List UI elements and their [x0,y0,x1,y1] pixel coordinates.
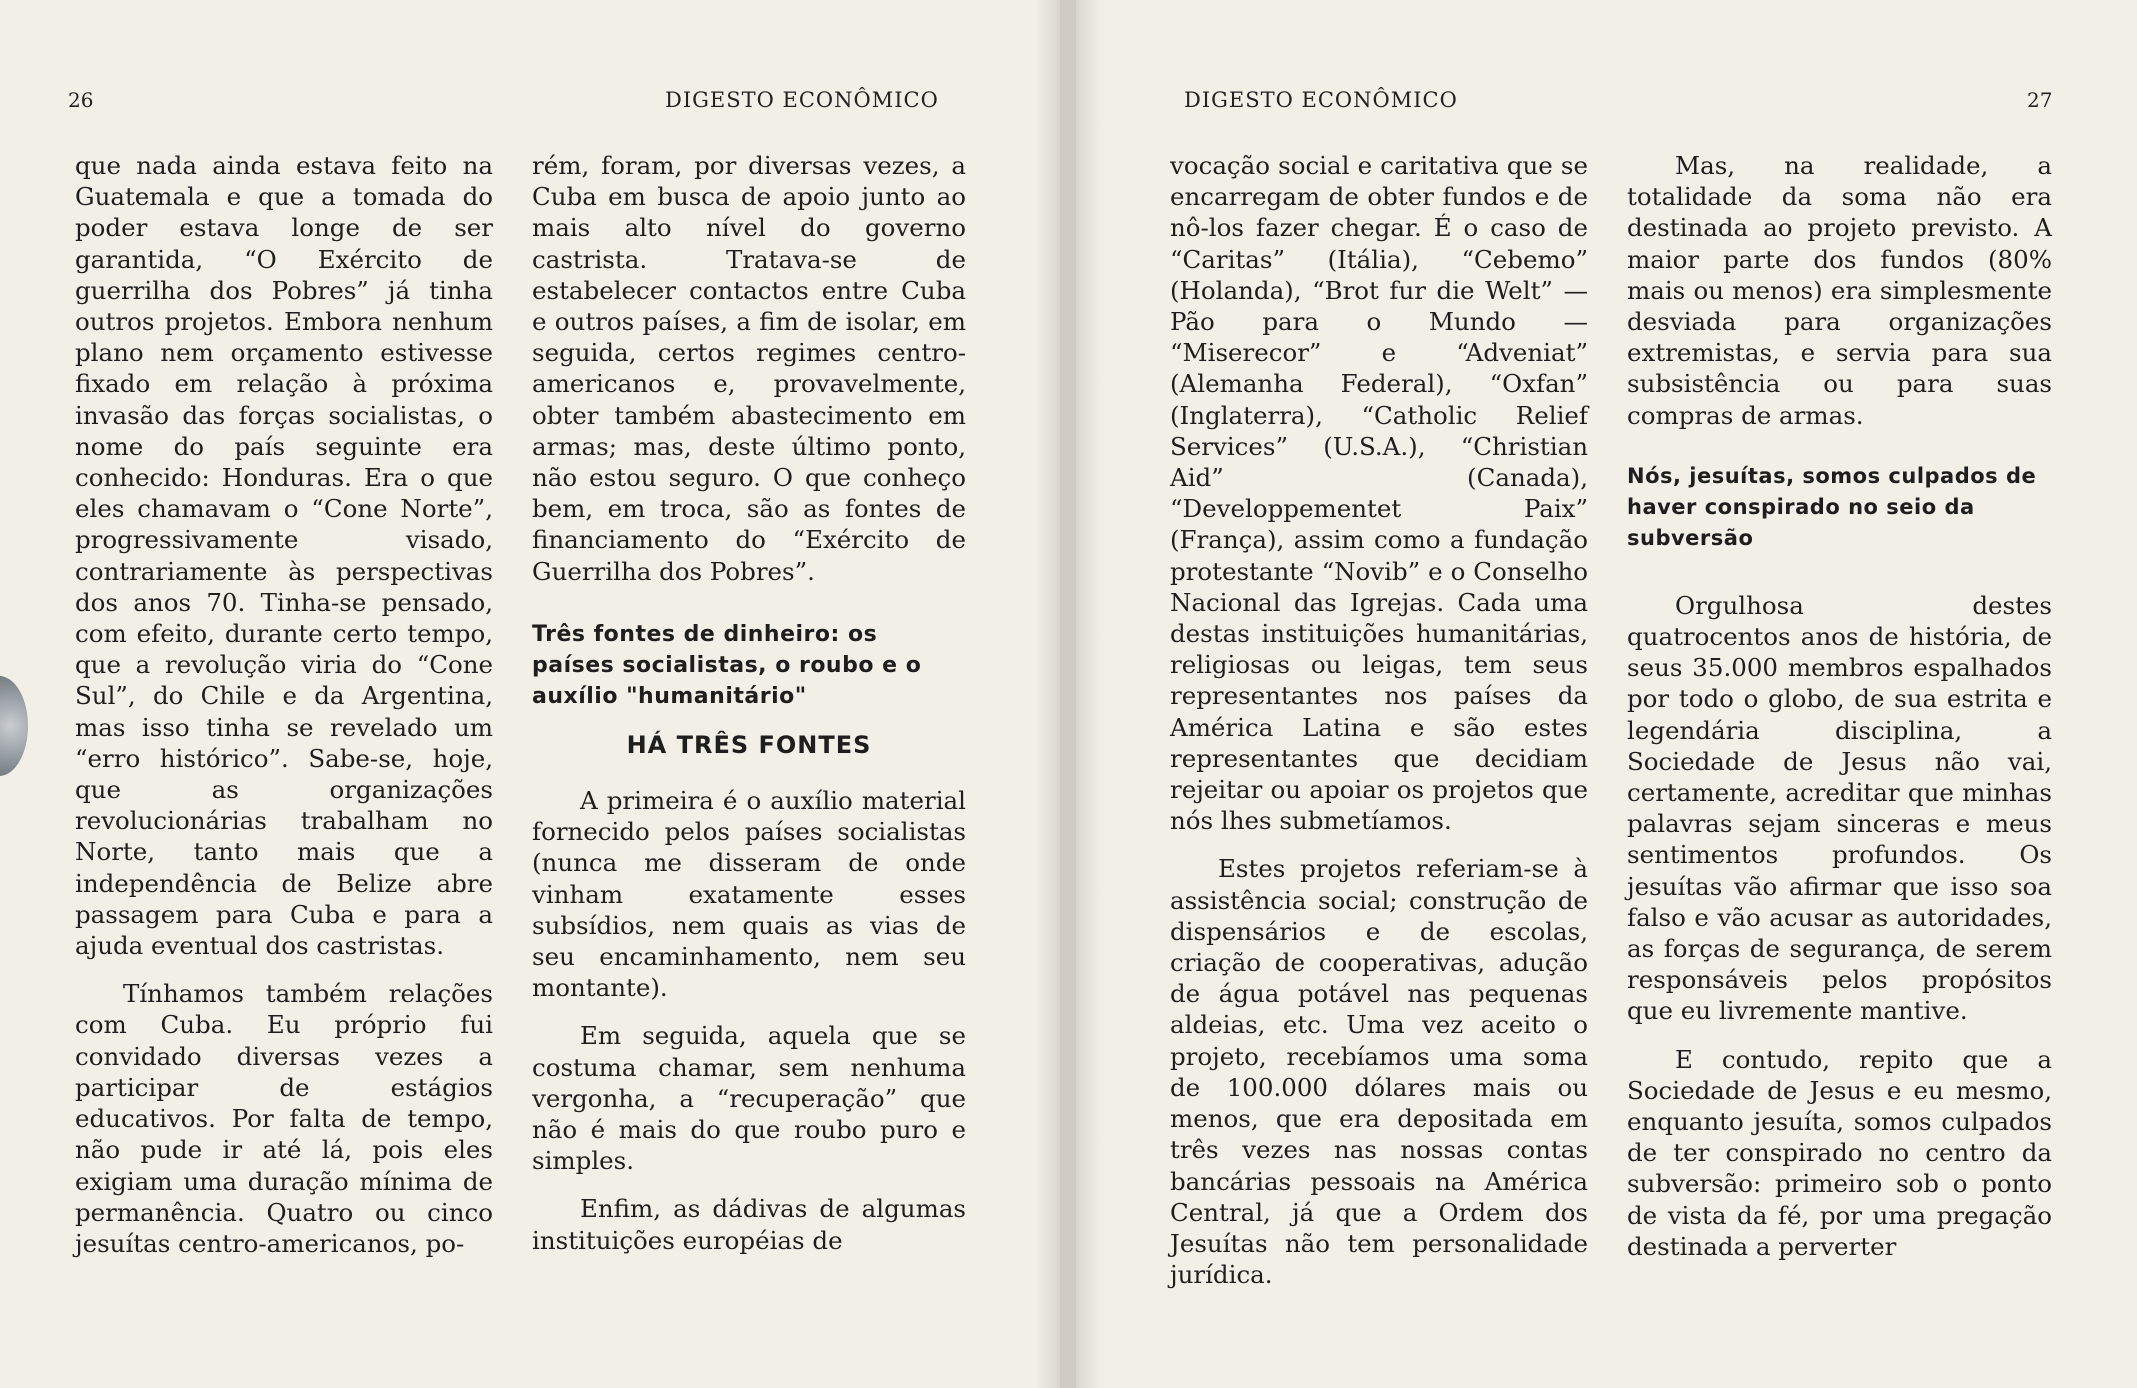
paragraph: rém, foram, por diversas vezes, a Cuba em busca de apoio junto ao mais alto nível do governo castrista. Tratava-se de estabelecer contactos entre Cuba e outros países, a fim de isolar, em seguida, certos regimes centro-americanos e, provavelmente, obter também abastecimento em armas; mas, deste último ponto, não estou seguro. O que conheço bem, em troca, são as fontes de financiamento do “Exército de Guerrilha dos Pobres”. [532,151,966,586]
subheading: Três fontes de dinheiro: os países socialistas, o roubo e o auxílio "humanitário" [532,621,922,709]
paragraph: A primeira é o auxílio material fornecido pelos países socialistas (nunca me disseram de onde vinham exatamente esses subsídios, nem quais as vias de seu encaminhamento, nem seu montante). [532,786,966,1003]
paragraph: Mas, na realidade, a totalidade da soma não era destinada ao projeto previsto. A maior parte dos fundos (80% mais ou menos) era simplesmente desviada para organizações extremistas, e servia para sua subsistência ou para suas compras de armas. [1627,151,2052,430]
running-head: DIGESTO ECONÔMICO [1184,88,1458,112]
paragraph: Em seguida, aquela que se costuma chamar, sem nenhuma vergonha, a “recuperação” que não é mais do que roubo puro e simples. [532,1021,966,1176]
left-page [0,0,1060,1388]
left-column-1 [75,150,493,1259]
gutter-shadow [1076,0,1102,1388]
paragraph: E contudo, repito que a Sociedade de Jesus e eu mesmo, enquanto jesuíta, somos culpados de ter conspirado no centro da subversão: primeiro sob o ponto de vista da fé, por uma pregação destinada a perverter [1627,1044,2052,1261]
section-heading: HÁ TRÊS FONTES [626,730,872,759]
paragraph: Enfim, as dádivas de algumas instituições européias de [532,1194,966,1255]
paragraph: que nada ainda estava feito na Guatemala e que a tomada do poder estava longe de ser garantida, “O Exército de guerrilha dos Pobres” já tinha outros projetos. Embora nenhum plano nem orçamento estivesse fixado em relação à próxima invasão das forças socialistas, o nome do país seguinte era conhecido: Honduras. Era o que eles chamavam o “Cone Norte”, progressivamente visado, contrariamente às perspectivas dos anos 70. Tinha-se pensado, com efeito, durante certo tempo, que a revolução viria do “Cone Sul”, do Chile e da Argentina, mas isso tinha se revelado um “erro histórico”. Sabe-se, hoje, que as organizações revolucionárias trabalham no Norte, tanto mais que a independência de Belize abre passagem para Cuba e para a ajuda eventual dos castristas. [75,151,493,961]
paragraph: vocação social e caritativa que se encarregam de obter fundos e de nô-los fazer chegar. É o caso de “Caritas” (Itália), “Cebemo” (Holanda), “Brot fur die Welt” — Pão para o Mundo — “Miserecor” e “Adveniat” (Alemanha Federal), “Oxfan” (Inglaterra), “Catholic Relief Services” (U.S.A.), “Christian Aid” (Canada), “Developpementet Paix” (França), assim como a fundação protestante “Novib” e o Conselho Nacional das Igrejas. Cada uma destas instituições humanitárias, religiosas ou leigas, tem seus representantes nos países da América Latina e são estes representantes que decidiam rejeitar ou apoiar os projetos que nós lhes submetíamos. [1170,151,1588,836]
paragraph: Tínhamos também relações com Cuba. Eu próprio fui convidado diversas vezes a participar de estágios educativos. Por falta de tempo, não pude ir até lá, pois eles exigiam uma duração mínima de permanência. Quatro ou cinco jesuítas centro-americanos, po- [75,979,493,1258]
left-column-2 [532,150,966,1256]
paragraph: Orgulhosa destes quatrocentos anos de história, de seus 35.000 membros espalhados por todo o globo, de sua estrita e legendária disciplina, a Sociedade de Jesus não vai, certamente, acreditar que minhas palavras sejam sinceras e meus sentimentos profundos. Os jesuítas vão afirmar que isso soa falso e vão acusar as autoridades, as forças de segurança, de serem responsáveis pelos propósitos que eu livremente mantive. [1627,590,2052,1026]
running-head: DIGESTO ECONÔMICO [665,88,939,112]
right-column-2 [1627,150,2052,1262]
gutter-shadow [1034,0,1060,1388]
right-page [1076,0,2137,1388]
binding-clip [0,676,28,776]
subheading: Nós, jesuítas, somos culpados de haver conspirado no seio da subversão [1627,463,2037,550]
page-number: 27 [2027,88,2053,112]
page-number: 26 [68,88,94,112]
paragraph: Estes projetos referiam-se à assistência social; construção de dispensários e de escolas, criação de cooperativas, adução de água potável nas pequenas aldeias, etc. Uma vez aceito o projeto, recebíamos uma soma de 100.000 dólares mais ou menos, que era depositada em três vezes nas nossas contas bancárias pessoais na América Central, já que a Ordem dos Jesuítas não tem personalidade jurídica. [1170,854,1588,1290]
right-column-1 [1170,150,1588,1290]
